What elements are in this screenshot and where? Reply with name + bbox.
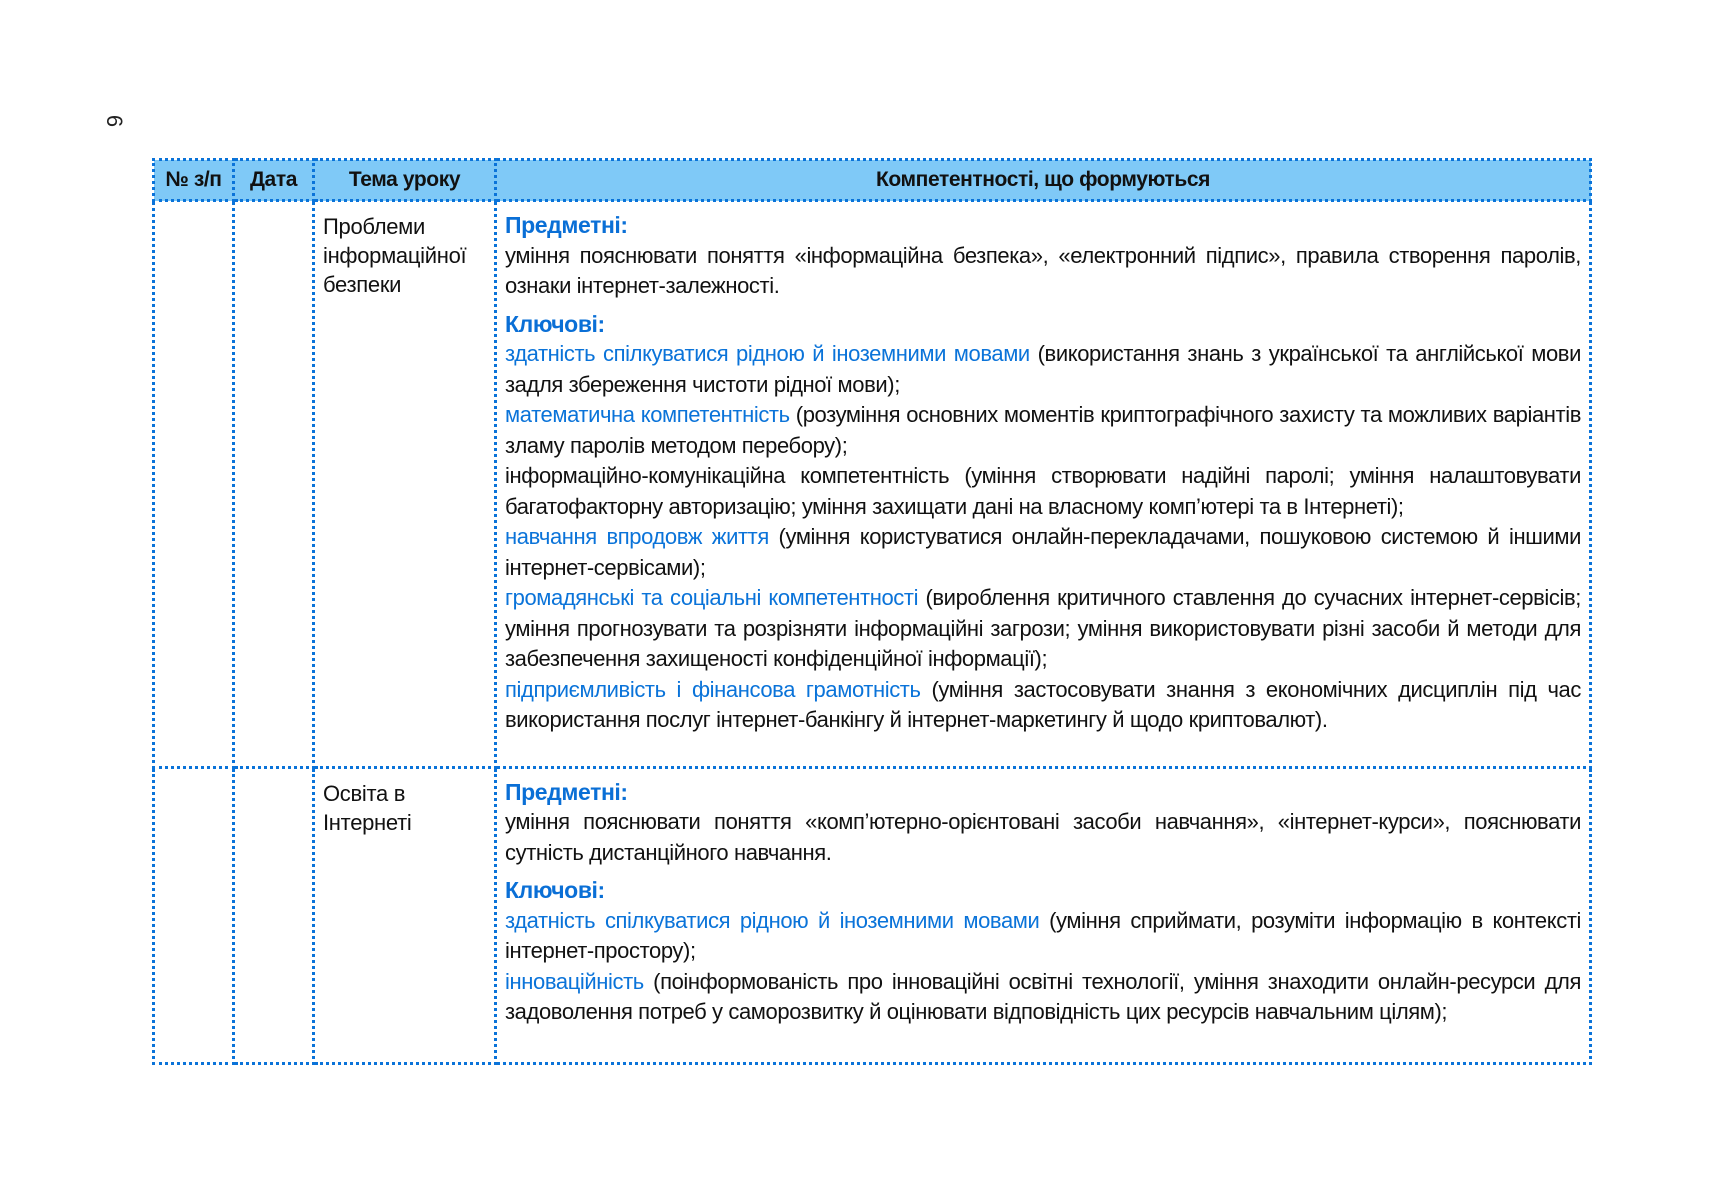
key-competencies-title: Ключові: <box>505 877 605 903</box>
key-item <box>505 339 1581 400</box>
key-item <box>505 906 1581 967</box>
key-item-text: (поінформованість про інноваційні освітні технології, уміння знаходити онлайн-ресурси для задоволення потреб у саморозвитку й оцінювати відповідність цих ресурсів навчальним цілям); <box>505 968 1581 1024</box>
cell-number <box>154 767 234 1063</box>
key-item-text: (уміння застосовувати знання з економічних дисциплін під час використання послуг інтернет-банкінгу й інтернет-маркетингу й щодо криптовалют). <box>505 676 1581 732</box>
cell-date <box>234 201 314 768</box>
header-number: № з/п <box>154 160 234 201</box>
subject-competencies-title: Предметні: <box>505 778 628 805</box>
cell-topic: Проблеми інформаційної безпеки <box>314 201 496 768</box>
cell-topic: Освіта в Інтернеті <box>314 767 496 1063</box>
key-item-text: (вироблення критичного ставлення до сучасних інтернет-сервісів; уміння прогнозувати та розрізняти інформаційні загрози; уміння використовувати різні засоби й методи для забезпечення захищеності конфіденційної інформації); <box>505 585 1581 671</box>
key-item-text: (використання знань з української та англійської мови задля збереження чистоти рідної мови); <box>505 341 1581 397</box>
cell-competencies <box>496 767 1591 1063</box>
subject-competencies-title: Предметні: <box>505 212 628 238</box>
key-item-text: (уміння сприймати, розуміти інформацію в контексті інтернет-простору); <box>505 907 1582 963</box>
key-item <box>505 461 1581 522</box>
key-item-highlight: здатність спілкуватися рідною й іноземними мовами <box>505 907 1040 933</box>
header-competencies: Компетентності, що формуються <box>496 160 1591 201</box>
lesson-plan-table <box>152 158 1592 1065</box>
cell-competencies <box>496 201 1591 768</box>
key-item <box>505 583 1581 675</box>
table-row <box>154 767 1591 1063</box>
key-item-highlight: інноваційність <box>505 968 644 994</box>
header-topic: Тема уроку <box>314 160 496 201</box>
key-competencies-title: Ключові: <box>505 310 605 337</box>
page-number: 6 <box>102 114 128 128</box>
key-item-text: (уміння користуватися онлайн-перекладачами, пошуковою системою й іншими інтернет-сервісами); <box>505 524 1581 580</box>
key-item-highlight: громадянські та соціальні компетентності <box>505 585 919 610</box>
key-item <box>505 967 1581 1028</box>
table-row <box>154 201 1591 768</box>
key-item-text: інформаційно-комунікаційна компетентність (уміння створювати надійні паролі; уміння налаштовувати багатофакторну авторизацію; уміння захищати дані на власному комп’ютері та в Інтернеті); <box>505 463 1581 519</box>
key-item-highlight: здатність спілкуватися рідною й іноземними мовами <box>505 341 1030 366</box>
key-item-highlight: підприємливість і фінансова грамотність <box>505 676 921 702</box>
key-item <box>505 675 1581 736</box>
key-item <box>505 400 1581 461</box>
cell-date <box>234 767 314 1063</box>
key-item <box>505 522 1581 583</box>
cell-number <box>154 201 234 768</box>
subject-competencies-text: уміння пояснювати поняття «комп’ютерно-орієнтовані засоби навчання», «інтернет-курси», пояснювати сутність дистанційного навчання. <box>505 809 1581 865</box>
key-item-text: (розуміння основних моментів криптографічного захисту та можливих варіантів зламу паролів методом перебору); <box>505 402 1581 458</box>
key-item-highlight: навчання впродовж життя <box>505 524 769 549</box>
header-date: Дата <box>234 160 314 201</box>
subject-competencies-text: уміння пояснювати поняття «інформаційна безпека», «електронний підпис», правила створення паролів, ознаки інтернет-залежності. <box>505 242 1581 298</box>
key-item-highlight: математична компетентність <box>505 402 790 427</box>
table-header-row <box>154 160 1591 201</box>
